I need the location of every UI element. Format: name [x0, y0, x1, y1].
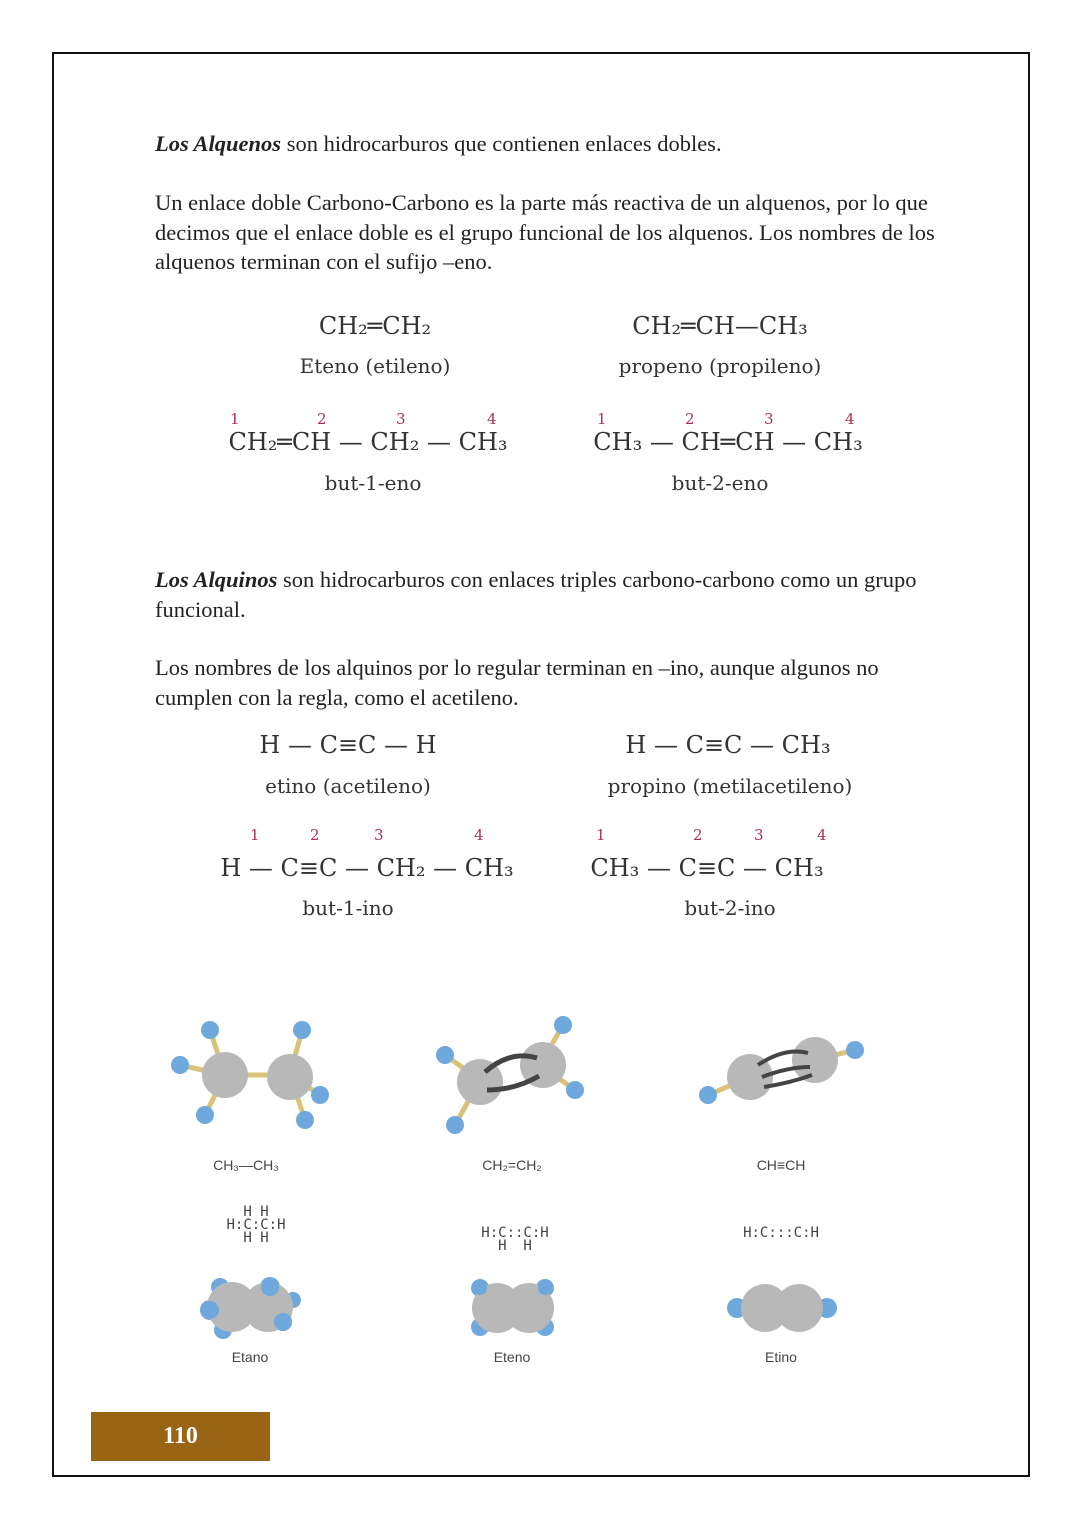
page-number: 110 — [91, 1412, 270, 1461]
carbon-number: 4 — [817, 826, 827, 844]
alkynes-paragraph: Los nombres de los alquinos por lo regular terminan en –ino, aunque algunos no cumplen con la regla, como el acetileno. — [155, 655, 879, 710]
text: son hidrocarburos que contienen enlaces dobles. — [281, 131, 722, 156]
compound-name: but-1-ino — [302, 896, 394, 920]
carbon-number: 2 — [685, 410, 695, 428]
carbon-number: 4 — [487, 410, 497, 428]
lewis-structure: H:C:::C:H — [743, 1225, 819, 1241]
formula: H — C≡C — H — [259, 731, 437, 759]
lewis-structure: H H H:C:C:H H H — [226, 1204, 286, 1246]
formula: H — C≡C — CH₂ — CH₃ — [220, 854, 514, 882]
formula: CH₃ — CH═CH — CH₃ — [593, 428, 863, 456]
carbon-number: 1 — [230, 410, 240, 428]
compound-name: but-1-eno — [324, 471, 422, 495]
carbon-number: 3 — [374, 826, 384, 844]
formula: CH₂═CH — CH₂ — CH₃ — [228, 428, 508, 456]
model-formula: CH₃—CH₃ — [213, 1157, 279, 1173]
carbon-number: 2 — [693, 826, 703, 844]
ethene-space-filling-model — [465, 1272, 560, 1342]
carbon-number: 2 — [310, 826, 320, 844]
carbon-number: 3 — [764, 410, 774, 428]
carbon-number: 2 — [317, 410, 327, 428]
carbon-number: 1 — [597, 410, 607, 428]
carbon-number: 1 — [596, 826, 606, 844]
formula: CH₃ — C≡C — CH₃ — [590, 854, 824, 882]
formula: CH₂═CH—CH₃ — [632, 312, 808, 340]
carbon-number: 3 — [396, 410, 406, 428]
ethyne-ball-stick-model — [690, 1025, 880, 1115]
model-name: Eteno — [493, 1349, 531, 1365]
ethane-ball-stick-model — [160, 1010, 340, 1140]
alkenes-paragraph: Un enlace doble Carbono-Carbono es la parte más reactiva de un alquenos, por lo que decimos que el enlace doble es el grupo funcional de los alquenos. Los nombres de los alquenos terminan con el sufijo –eno. — [155, 190, 935, 274]
lewis-structure: H:C::C:H H H — [481, 1225, 549, 1254]
term-alquinos: Los Alquinos — [155, 567, 278, 592]
compound-name: propeno (propileno) — [618, 354, 822, 378]
text: son hidrocarburos con enlaces triples carbono-carbono como un grupo funcional. — [155, 567, 917, 622]
model-formula: CH≡CH — [756, 1157, 806, 1173]
compound-name: etino (acetileno) — [265, 774, 431, 798]
term-alquenos: Los Alquenos — [155, 131, 282, 156]
compound-name: Eteno (etileno) — [299, 354, 451, 378]
compound-name: but-2-ino — [684, 896, 776, 920]
carbon-number: 1 — [250, 826, 260, 844]
ethane-space-filling-model — [195, 1272, 305, 1342]
carbon-number: 4 — [845, 410, 855, 428]
formula: H — C≡C — CH₃ — [625, 731, 831, 759]
model-name: Etano — [231, 1349, 269, 1365]
carbon-number: 4 — [474, 826, 484, 844]
compound-name: but-2-eno — [671, 471, 769, 495]
model-name: Etino — [765, 1349, 797, 1365]
alkenes-intro — [155, 129, 935, 159]
ethene-ball-stick-model — [425, 1010, 605, 1140]
carbon-number: 3 — [754, 826, 764, 844]
formula: CH₂═CH₂ — [318, 312, 432, 340]
ethyne-space-filling-model — [725, 1280, 840, 1335]
model-formula: CH₂=CH₂ — [482, 1157, 542, 1173]
alkynes-intro — [155, 565, 935, 624]
compound-name: propino (metilacetileno) — [607, 774, 853, 798]
